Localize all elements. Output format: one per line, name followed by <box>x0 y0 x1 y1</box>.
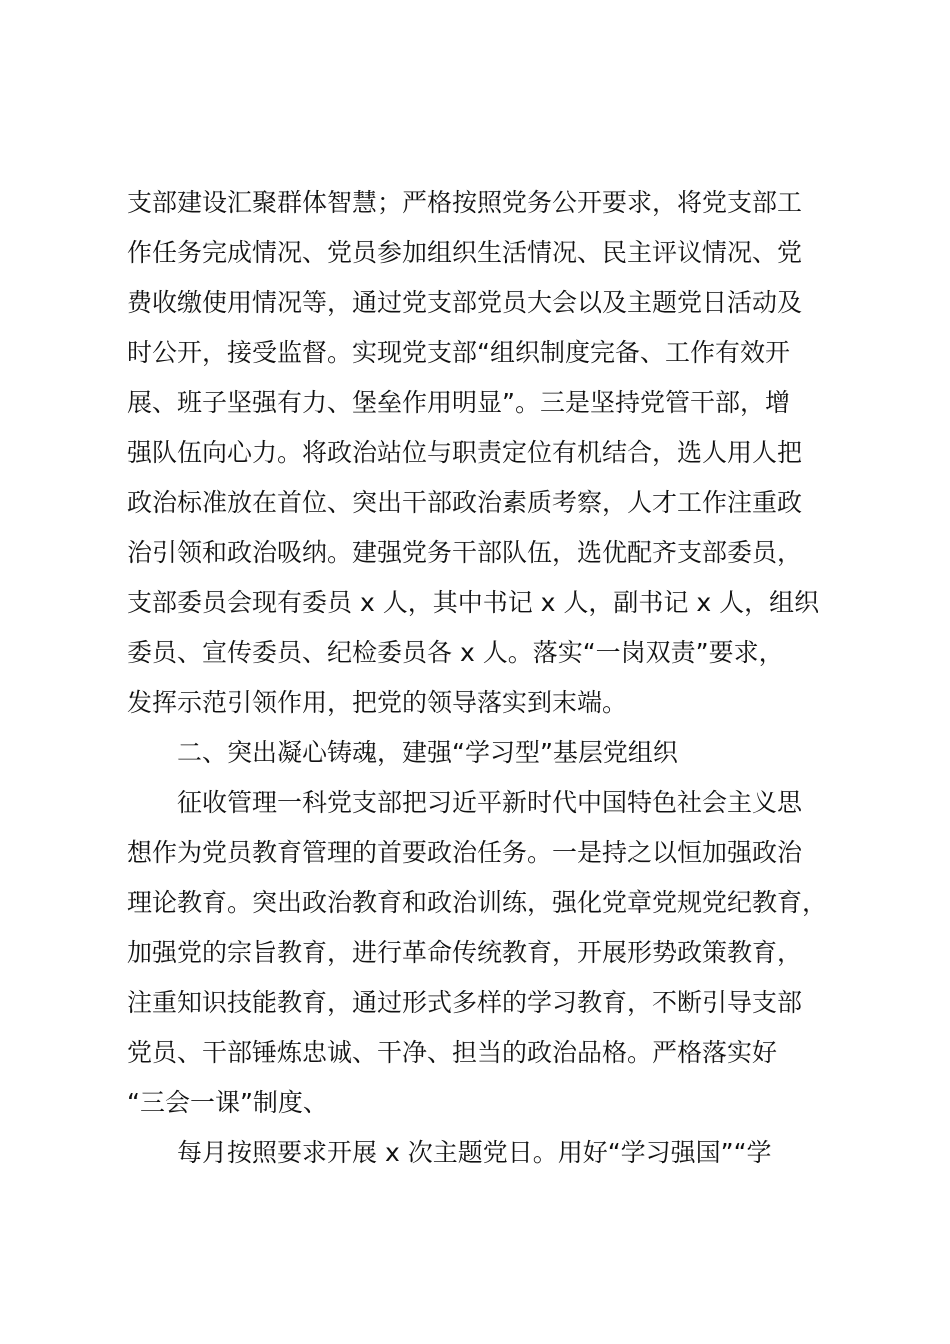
text-line: 展、班子坚强有力、堡垒作用明显”。三是坚持党管干部，增 <box>127 388 790 417</box>
text-line: 政治标准放在首位、突出干部政治素质考察，人才工作注重政 <box>127 488 803 517</box>
text-line: 注重知识技能教育，通过形式多样的学习教育，不断引导支部 <box>127 988 803 1017</box>
text-line: 费收缴使用情况等，通过党支部党员大会以及主题党日活动及 <box>127 288 803 317</box>
text-line: 征收管理一科党支部把习近平新时代中国特色社会主义思 <box>177 788 803 817</box>
text-line: 支部委员会现有委员 x 人，其中书记 x 人，副书记 x 人，组织 <box>127 588 820 617</box>
text-line: 时公开，接受监督。实现党支部“组织制度完备、工作有效开 <box>127 338 790 367</box>
text-line: 想作为党员教育管理的首要政治任务。一是持之以恒加强政治 <box>127 838 803 867</box>
text-line: 支部建设汇聚群体智慧；严格按照党务公开要求，将党支部工 <box>127 188 803 217</box>
text-line: 委员、宣传委员、纪检委员各 x 人。落实“一岗双责”要求， <box>127 638 784 667</box>
text-line: 发挥示范引领作用，把党的领导落实到末端。 <box>127 688 628 717</box>
text-line: 强队伍向心力。将政治站位与职责定位有机结合，选人用人把 <box>127 438 803 467</box>
text-line: 每月按照要求开展 x 次主题党日。用好“学习强国”“学 <box>177 1138 772 1167</box>
text-line: “三会一课”制度、 <box>127 1088 328 1117</box>
text-line: 治引领和政治吸纳。建强党务干部队伍，选优配齐支部委员， <box>127 538 803 567</box>
text-line: 作任务完成情况、党员参加组织生活情况、民主评议情况、党 <box>127 238 803 267</box>
text-line: 理论教育。突出政治教育和政治训练，强化党章党规党纪教育， <box>127 888 828 917</box>
text-line: 党员、干部锤炼忠诚、干净、担当的政治品格。严格落实好 <box>127 1038 778 1067</box>
section-heading: 二、突出凝心铸魂，建强“学习型”基层党组织 <box>177 738 678 767</box>
text-line: 加强党的宗旨教育，进行革命传统教育，开展形势政策教育， <box>127 938 803 967</box>
